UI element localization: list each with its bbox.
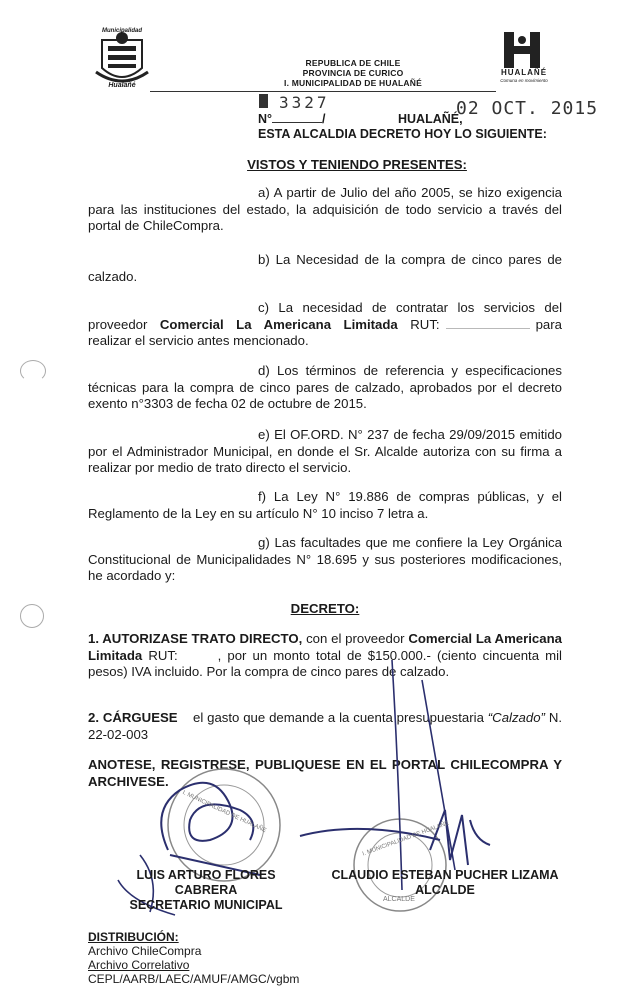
right-signature	[300, 810, 490, 865]
hualane-logo-name: HUALAÑÉ	[500, 68, 548, 77]
municipality-text: I. MUNICIPALIDAD DE HUALAÑÉ	[284, 78, 422, 88]
left-seal	[168, 769, 280, 881]
vistos-title: VISTOS Y TENIENDO PRESENTES:	[247, 157, 467, 172]
decree-number-stamp: 3327	[279, 93, 330, 112]
decreto-item-1: 1. AUTORIZASE TRATO DIRECTO, con el proveedor Comercial La Americana Limitada RUT: , por un monto total de $150.000.- (ciento cincuenta mil pesos) IVA incluido. Por la compra de cinco pares de calzado.	[88, 631, 562, 679]
right-signatory-title: ALCALDE	[415, 883, 475, 897]
right-seal-bottom-text: ALCALDE	[383, 896, 415, 903]
closing-text: ANOTESE, REGISTRESE, PUBLIQUESE EN EL PORTAL CHILECOMPRA Y ARCHIVESE.	[88, 757, 562, 789]
right-signatory-name: CLAUDIO ESTEBAN PUCHER LIZAMA	[331, 868, 559, 882]
punch-mark-bottom	[20, 604, 44, 628]
republic-text: REPUBLICA DE CHILE	[305, 58, 401, 68]
vistos-d: d) Los términos de referencia y especificaciones técnicas para la compra de cinco pares de calzado, aprobados por el decreto exento n°3303 de fecha 02 de octubre de 2015.	[88, 363, 562, 411]
vistos-e: e) El OF.ORD. N° 237 de fecha 29/09/2015 emitido por el Administrador Municipal, en donde el Sr. Alcalde autoriza con su firma a realizar por medio de trato directo el servicio.	[88, 427, 562, 475]
left-signatory-name: LUIS ARTURO FLORES CABRERA	[136, 868, 276, 897]
declaration-text: ESTA ALCALDIA DECRETO HOY LO SIGUIENTE:	[258, 127, 547, 141]
redacted-rut	[446, 318, 530, 329]
n-slash: /	[322, 112, 326, 126]
distribution-item: Archivo ChileCompra	[88, 944, 202, 958]
right-seal-text: I. MUNICIPALIDAD DE HUALAÑE	[361, 820, 450, 858]
n-blank	[272, 122, 322, 123]
punch-mark-top	[20, 360, 46, 382]
decreto-item-2: 2. CÁRGUESE el gasto que demande a la cuenta presupuestaria “Calzado” N. 22-02-003	[88, 710, 562, 742]
left-signatory	[106, 868, 306, 913]
hualane-logo-tagline: Comuna en movimiento	[500, 78, 548, 83]
crest-top-text: Municipalidad	[101, 28, 142, 34]
vistos-a: a) A partir de Julio del año 2005, se hizo exigencia para las instituciones del estado, la adquisición de todo servicio a través del portal de ChileCompra.	[88, 185, 562, 233]
left-signatory-title: SECRETARIO MUNICIPAL	[129, 898, 283, 912]
left-seal-text: I. MUNICIPALIDAD DE HUALAÑE	[181, 790, 267, 835]
n-label: N°	[258, 112, 273, 126]
crest-bottom-text: Hualañé	[108, 82, 136, 89]
distribution	[88, 930, 299, 986]
right-signatory	[330, 868, 560, 898]
decreto-title: DECRETO:	[290, 601, 360, 616]
distribution-item: Archivo Correlativo	[88, 958, 190, 972]
distribution-title: DISTRIBUCIÓN:	[88, 930, 179, 944]
vistos-f: f) La Ley N° 19.886 de compras públicas, y el Reglamento de la Ley en su artículo N° 10 inciso 7 letra a.	[88, 489, 562, 521]
header-rule	[150, 91, 496, 92]
vistos-g: g) Las facultades que me confiere la Ley Orgánica Constitucional de Municipalidades N° 18.695 y sus posteriores modificaciones, he acordado y:	[88, 535, 562, 583]
vistos-c: c) La necesidad de contratar los servicios del proveedor Comercial La Americana Limitada RUT: para realizar el servicio antes mencionado.	[88, 300, 562, 348]
date-stamp: 02 OCT. 2015	[456, 98, 599, 119]
decree-n-line	[258, 112, 326, 126]
vistos-b: b) La Necesidad de la compra de cinco pares de calzado.	[88, 252, 562, 284]
distribution-item: CEPL/AARB/LAEC/AMUF/AMGC/vgbm	[88, 972, 300, 986]
ink-blot	[259, 94, 268, 108]
hualane-logo-icon	[496, 30, 552, 70]
province-text: PROVINCIA DE CURICO	[302, 68, 404, 78]
place-text: HUALAÑÉ,	[398, 112, 463, 126]
header-block	[268, 58, 438, 88]
